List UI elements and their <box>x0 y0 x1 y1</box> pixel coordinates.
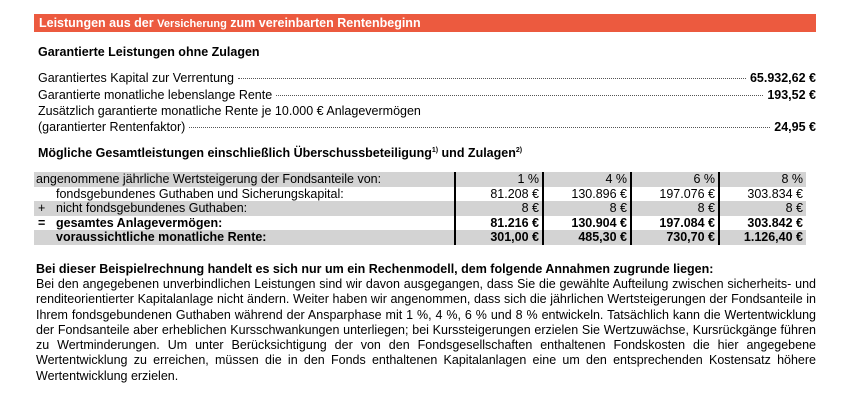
cell-value: 1 % <box>455 172 543 187</box>
row-sign <box>34 230 54 245</box>
row-label: angenommene jährliche Wertsteigerung der Fondsanteile von: <box>34 172 455 187</box>
cell-value: 8 % <box>719 172 806 187</box>
assumptions-title: Bei dieser Beispielrechnung handelt es sich nur um ein Rechenmodell, dem folgende Annahmen zugrunde liegen: <box>36 262 714 276</box>
cell-value: 197.076 € <box>631 187 719 202</box>
assumptions-body: Bei den angegebenen unverbindlichen Leistungen sind wir davon ausgegangen, dass Sie die gewählte Aufteilung zwischen sicherheits- und renditeorientierter Kapitalanlage nicht ändern. Weiter haben wir angenommen, dass sich die jährlichen Wertsteigerungen der Fondsanteile in Ihrem fondsgebundenen Guthaben während der Ansparphase mit 1 %, 4 %, 6 % und 8 % entwickeln. Tatsächlich kann die Wertentwicklung der Fondsanteile aber erheblichen Kursschwankungen unterliegen; bei Kurssteigerungen erzielen Sie Wertzuwächse, Kursrückgänge führen zu Wertminderungen. Um unter Berücksichtigung der von den Fondsgesellschaften enthaltenen Fondskosten die hier angegebene Wertentwicklung zu erreichen, müssen die in den Fonds enthaltenen Kapitalanlagen eine um den entsprechenden Kostensatz höhere Wertentwicklung erzielen. <box>36 277 816 383</box>
cell-value: 6 % <box>631 172 719 187</box>
cell-value: 130.896 € <box>543 187 631 202</box>
guaranteed-title: Garantierte Leistungen ohne Zulagen <box>38 45 260 59</box>
cell-value: 8 € <box>719 201 806 216</box>
table-row <box>34 230 806 245</box>
dot-leader <box>276 95 763 96</box>
guaranteed-monthly-row <box>38 88 816 103</box>
cell-value: 130.904 € <box>543 216 631 231</box>
row-label: fondsgebundenes Guthaben und Sicherungskapital: <box>56 186 344 201</box>
table-row <box>34 216 806 231</box>
cell-value: 303.842 € <box>719 216 806 231</box>
cell-value: 81.208 € <box>455 187 543 202</box>
row-sign: + <box>34 201 54 216</box>
dot-leader <box>189 127 770 128</box>
cell-value: 1.126,40 € <box>719 230 806 245</box>
projection-table <box>34 172 806 245</box>
guaranteed-monthly-label: Garantierte monatliche lebenslange Rente <box>38 88 273 102</box>
guaranteed-capital-label: Garantiertes Kapital zur Verrentung <box>38 71 234 85</box>
guaranteed-capital-value: 65.932,62 € <box>749 71 816 85</box>
row-sign <box>34 187 54 202</box>
cell-value: 8 € <box>455 201 543 216</box>
additional-rent-value: 24,95 € <box>774 120 816 134</box>
table-row <box>34 201 806 216</box>
cell-value: 8 € <box>631 201 719 216</box>
footnote-1-marker: 1) <box>431 146 439 154</box>
dot-leader <box>238 78 746 79</box>
header-text-part1: Leistungen aus der <box>39 16 158 30</box>
row-label: nicht fondsgebundenes Guthaben: <box>54 201 455 216</box>
cell-value: 81.216 € <box>455 216 543 231</box>
cell-value: 4 % <box>543 172 631 187</box>
cell-value: 485,30 € <box>543 230 631 245</box>
possible-title-part2: und Zulagen <box>438 146 516 160</box>
possible-title-part1: Mögliche Gesamtleistungen einschließlich Überschussbeteiligung <box>38 146 432 160</box>
table-row <box>34 187 806 202</box>
additional-rent-row <box>38 120 816 135</box>
row-sign: = <box>38 215 46 230</box>
row-label: voraussichtliche monatliche Rente: <box>54 230 455 245</box>
cell-value: 8 € <box>543 201 631 216</box>
additional-rent-label-line2: (garantierter Rentenfaktor) <box>38 120 186 134</box>
row-label: gesamtes Anlagevermögen: <box>56 215 223 230</box>
cell-value: 197.084 € <box>631 216 719 231</box>
cell-value: 303.834 € <box>719 187 806 202</box>
cell-value: 301,00 € <box>455 230 543 245</box>
section-header <box>34 14 816 32</box>
footnote-2-marker: 2) <box>515 146 523 154</box>
header-text-part3: zum vereinbarten Rentenbeginn <box>226 16 421 30</box>
header-text-part2: Versicherung <box>157 18 227 30</box>
table-row <box>34 172 806 187</box>
cell-value: 730,70 € <box>631 230 719 245</box>
additional-rent-label-line1: Zusätzlich garantierte monatliche Rente je 10.000 € Anlagevermögen <box>38 104 421 118</box>
guaranteed-monthly-value: 193,52 € <box>767 88 816 102</box>
possible-title <box>38 146 522 160</box>
guaranteed-capital-row <box>38 71 816 86</box>
